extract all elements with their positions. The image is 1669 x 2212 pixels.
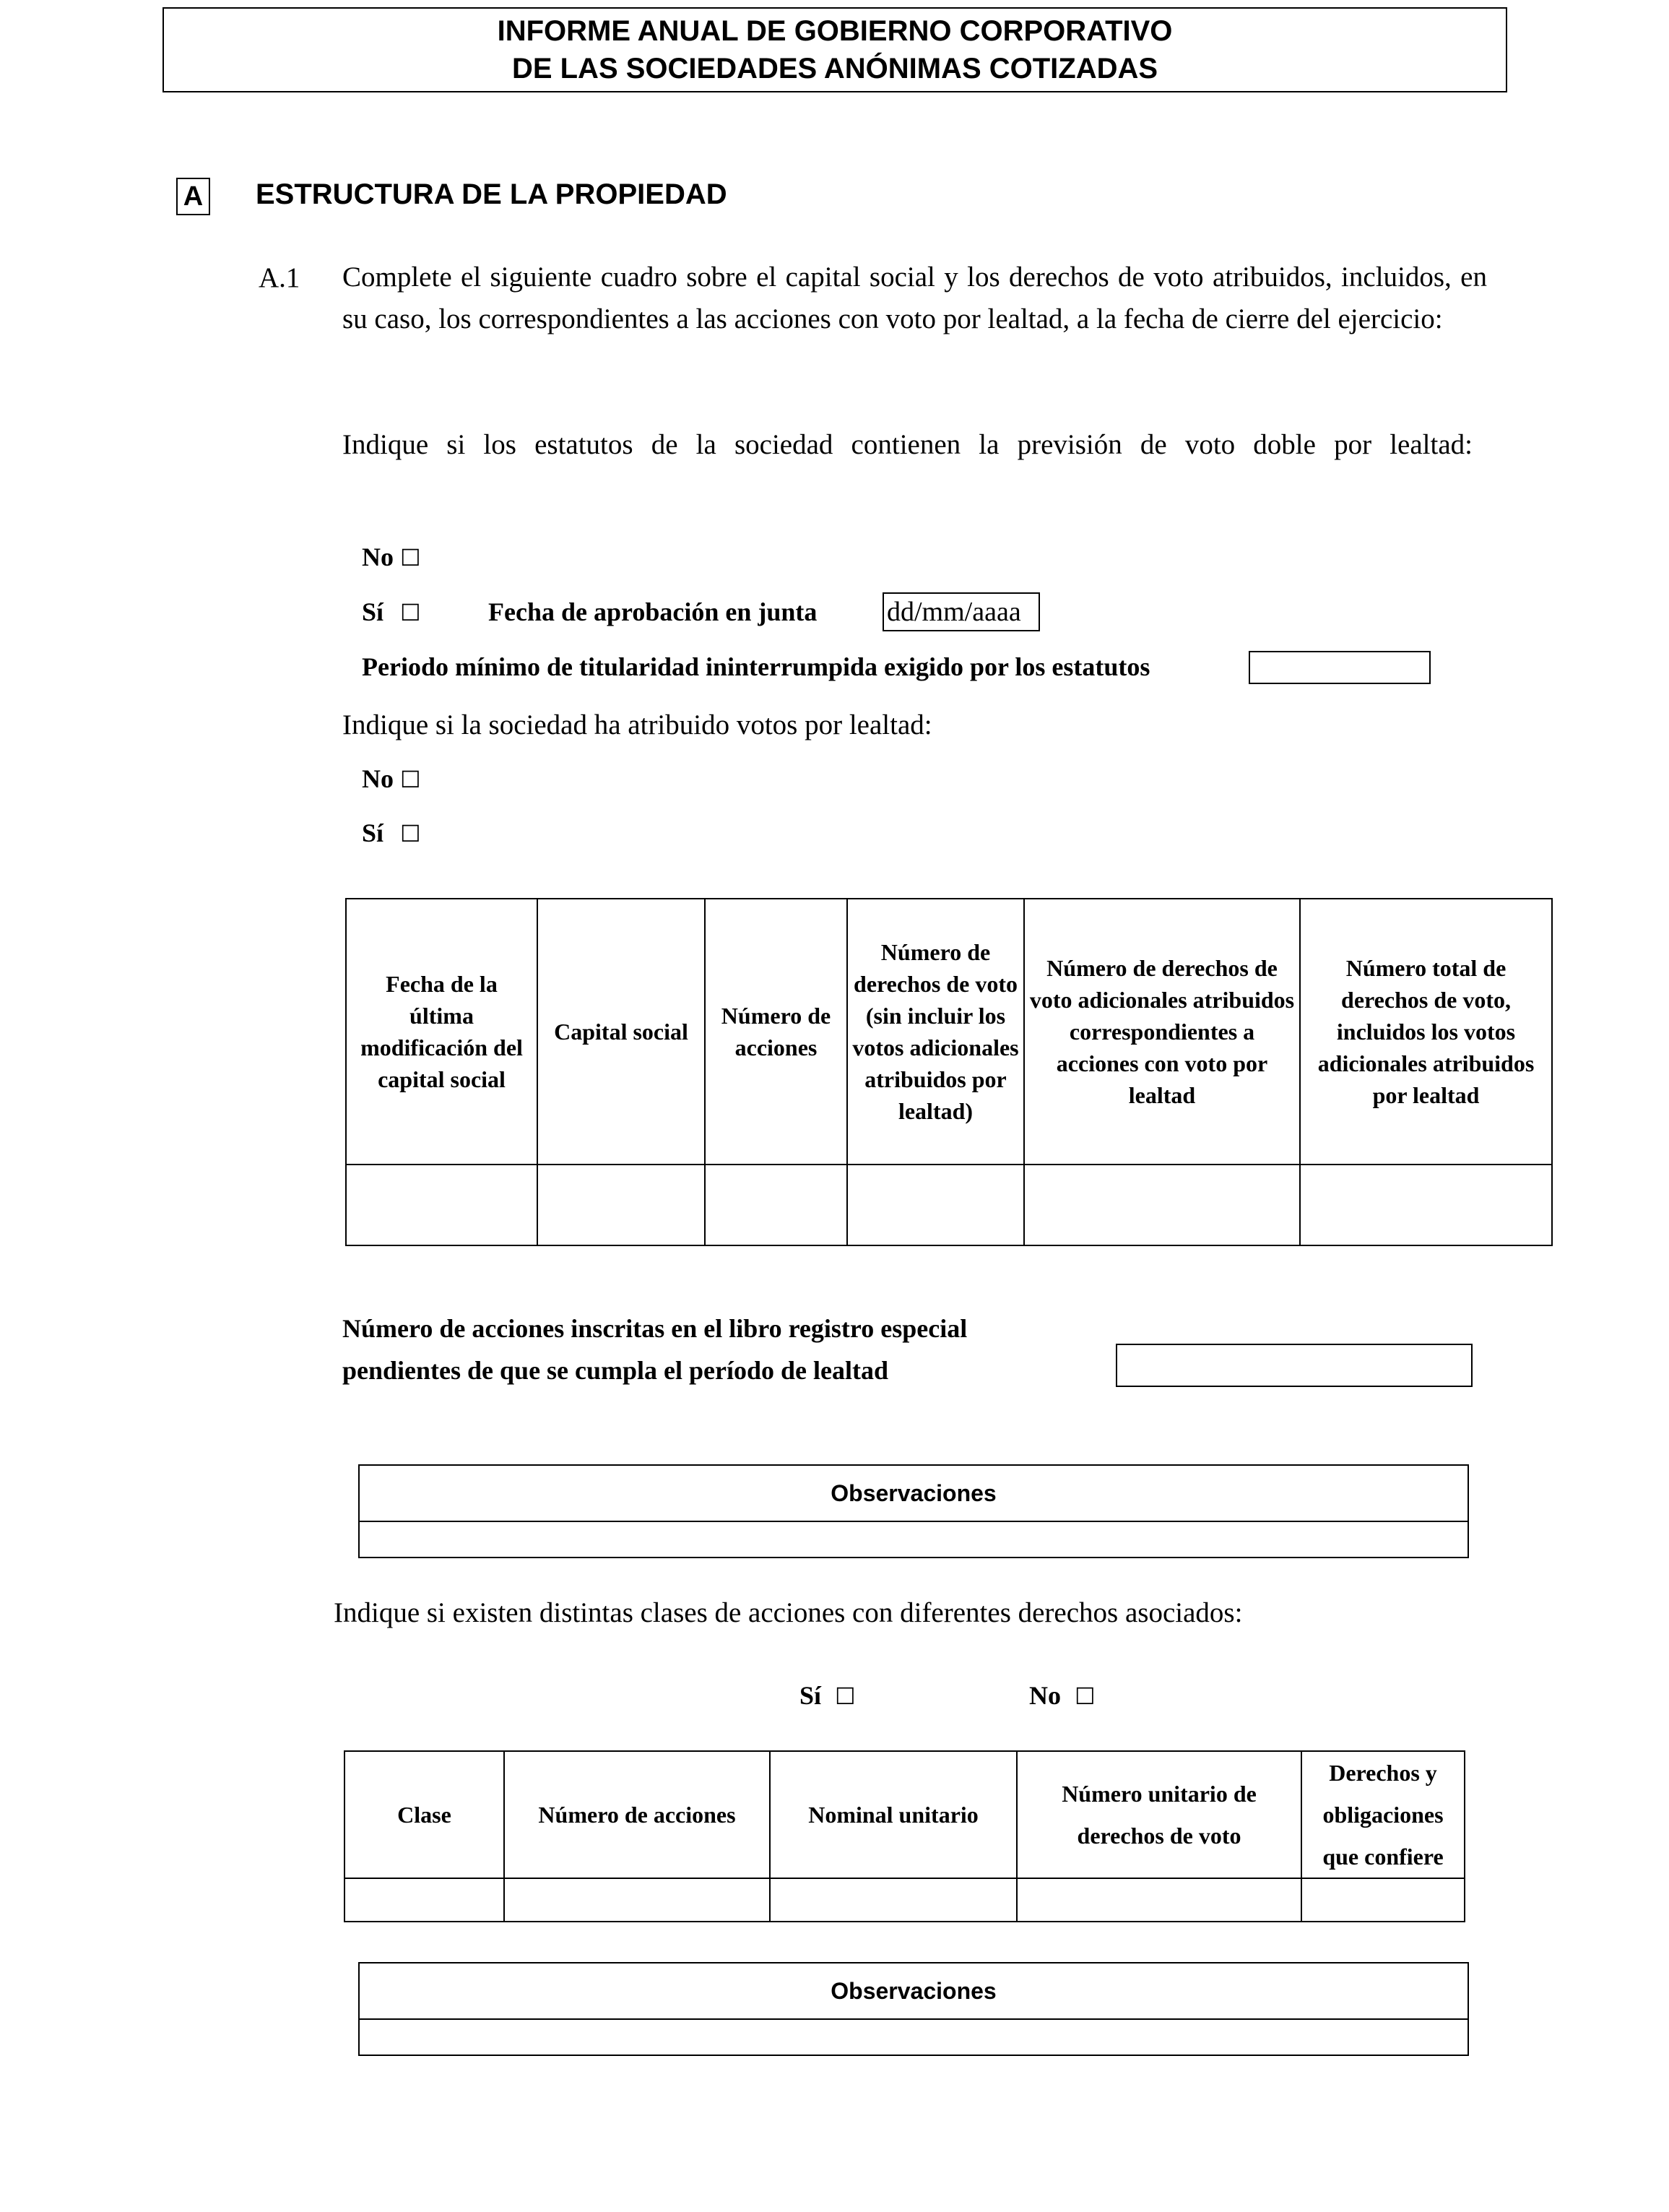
provision-yes-label: Sí (362, 597, 384, 626)
header-class-number-of-shares: Número de acciones (504, 1751, 770, 1878)
special-register-label (342, 1308, 967, 1391)
observations-table-1 (358, 1464, 1469, 1558)
question-number: A.1 (259, 262, 300, 293)
capital-table-row (346, 1165, 1552, 1245)
approval-date-label: Fecha de aprobación en junta (488, 597, 818, 626)
special-register-line2: pendientes de que se cumpla el período de lealtad (342, 1356, 889, 1385)
observations-field-1[interactable] (359, 1521, 1468, 1558)
approval-date-field[interactable]: dd/mm/aaaa (883, 592, 1040, 631)
header-voting-rights: Número de derechos de voto (sin incluir los votos adicionales atribuidos por lealtad) (847, 899, 1024, 1165)
min-period-field[interactable] (1249, 651, 1431, 684)
header-number-of-shares: Número de acciones (705, 899, 847, 1165)
loyalty-attributed-prompt: Indique si la sociedad ha atribuido votos por lealtad: (342, 709, 932, 740)
section-title: ESTRUCTURA DE LA PROPIEDAD (256, 178, 727, 210)
header-total-voting-rights: Número total de derechos de voto, incluidos los votos adicionales atribuidos por lealtad (1300, 899, 1552, 1165)
cell-rights-obligations[interactable] (1301, 1878, 1465, 1922)
cell-nominal-unit[interactable] (770, 1878, 1017, 1922)
capital-table (345, 898, 1553, 1246)
cell-unit-voting-rights[interactable] (1017, 1878, 1301, 1922)
header-capital-social: Capital social (537, 899, 705, 1165)
header-unit-voting-rights: Número unitario de derechos de voto (1017, 1751, 1301, 1878)
special-register-line1: Número de acciones inscritas en el libro registro especial (342, 1314, 968, 1343)
observations-title-1: Observaciones (359, 1465, 1468, 1521)
cell-capital-social[interactable] (537, 1165, 705, 1245)
report-title-line2: DE LAS SOCIEDADES ANÓNIMAS COTIZADAS (511, 53, 1158, 85)
classes-no-checkbox-icon[interactable]: ☐ (1075, 1682, 1096, 1710)
attributed-no-option[interactable] (362, 764, 421, 794)
cell-additional-voting-rights[interactable] (1024, 1165, 1300, 1245)
classes-table-header-row (344, 1751, 1465, 1878)
provision-yes-option[interactable] (362, 597, 421, 627)
observations-title-2: Observaciones (359, 1963, 1468, 2019)
provision-no-checkbox-icon[interactable]: ☐ (400, 544, 421, 571)
header-rights-obligations: Derechos y obligaciones que confiere (1301, 1751, 1465, 1878)
loyalty-provision-prompt: Indique si los estatutos de la sociedad contienen la previsión de voto doble por lealtad: (342, 429, 1473, 460)
cell-class-number-of-shares[interactable] (504, 1878, 770, 1922)
attributed-yes-checkbox-icon[interactable]: ☐ (400, 820, 421, 847)
min-period-label: Periodo mínimo de titularidad ininterrumpida exigido por los estatutos (362, 652, 1150, 681)
classes-yes-checkbox-icon[interactable]: ☐ (835, 1682, 856, 1710)
header-additional-voting-rights: Número de derechos de voto adicionales atribuidos correspondientes a acciones con voto por lealtad (1024, 899, 1300, 1165)
question-text: Complete el siguiente cuadro sobre el capital social y los derechos de voto atribuidos, incluidos, en su caso, los correspondientes a las acciones con voto por lealtad, a la fecha de cierre del ejercicio: (342, 262, 1487, 334)
cell-number-of-shares[interactable] (705, 1165, 847, 1245)
header-last-modification: Fecha de la última modificación del capital social (346, 899, 537, 1165)
special-register-field[interactable] (1116, 1344, 1473, 1387)
provision-no-label: No (362, 543, 394, 571)
report-title-line1: INFORME ANUAL DE GOBIERNO CORPORATIVO (497, 15, 1173, 47)
provision-yes-checkbox-icon[interactable]: ☐ (400, 599, 421, 626)
header-class: Clase (344, 1751, 504, 1878)
cell-voting-rights[interactable] (847, 1165, 1024, 1245)
header-nominal-unit: Nominal unitario (770, 1751, 1017, 1878)
observations-table-2 (358, 1962, 1469, 2056)
classes-no-option[interactable] (1029, 1680, 1096, 1711)
attributed-no-checkbox-icon[interactable]: ☐ (400, 766, 421, 793)
report-header (162, 7, 1507, 92)
cell-last-modification[interactable] (346, 1165, 537, 1245)
classes-table (344, 1750, 1465, 1922)
share-classes-prompt: Indique si existen distintas clases de acciones con diferentes derechos asociados: (334, 1597, 1243, 1628)
provision-no-option[interactable] (362, 542, 421, 572)
observations-field-2[interactable] (359, 2019, 1468, 2055)
attributed-yes-label: Sí (362, 818, 384, 847)
attributed-yes-option[interactable] (362, 818, 421, 848)
classes-table-row (344, 1878, 1465, 1922)
classes-yes-label: Sí (799, 1681, 822, 1710)
attributed-no-label: No (362, 764, 394, 793)
classes-yes-option[interactable] (799, 1680, 856, 1711)
cell-class[interactable] (344, 1878, 504, 1922)
capital-table-header-row (346, 899, 1552, 1165)
classes-no-label: No (1029, 1681, 1061, 1710)
cell-total-voting-rights[interactable] (1300, 1165, 1552, 1245)
section-letter: A (176, 178, 210, 215)
